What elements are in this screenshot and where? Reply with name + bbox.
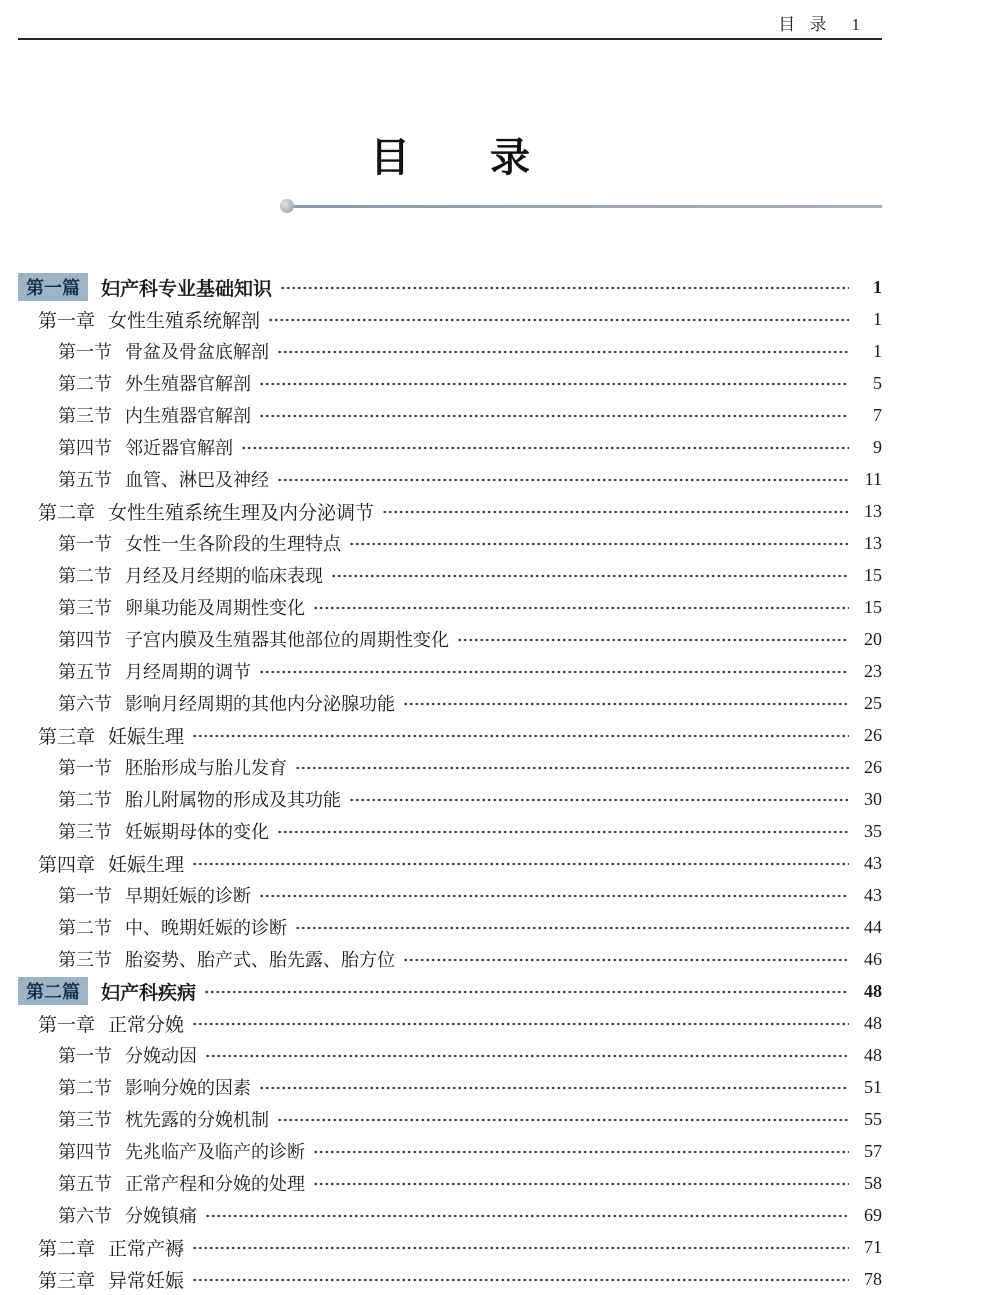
- toc-entry-label: 第二节: [58, 566, 112, 586]
- toc-entry-dot-leader: [259, 367, 849, 399]
- toc-entry: [18, 527, 882, 559]
- toc-entry-dot-leader: [192, 1007, 849, 1039]
- toc-entry-title: 胎姿势、胎产式、胎先露、胎方位: [125, 950, 395, 970]
- toc-entry-label: 第三章: [38, 1270, 96, 1292]
- toc-entry-page-number: 7: [873, 404, 882, 425]
- toc-entry: [18, 1071, 882, 1103]
- toc-entry-page-number: 43: [864, 884, 882, 905]
- toc-entry-page-number: 11: [864, 468, 882, 489]
- toc-entry-page-number: 1: [873, 276, 882, 297]
- toc-entry: [18, 655, 882, 687]
- toc-entry: [18, 1199, 882, 1231]
- toc-entry-page-number: 43: [864, 852, 882, 873]
- toc-entry-page-number: 58: [864, 1172, 882, 1193]
- toc-entry: [18, 335, 882, 367]
- toc-entry-page-number: 51: [864, 1076, 882, 1097]
- toc-entry-dot-leader: [204, 975, 849, 1007]
- header-rule: [18, 38, 882, 40]
- toc-entry: [18, 367, 882, 399]
- toc-entry-page-number: 9: [873, 436, 882, 457]
- toc-entry-title: 月经及月经期的临床表现: [125, 566, 323, 586]
- toc-entry-label: 第一节: [58, 342, 112, 362]
- toc-entry: [18, 1263, 882, 1295]
- toc-entry-page-number: 13: [864, 532, 882, 553]
- toc-entry-page-number: 1: [873, 340, 882, 361]
- toc-entry-dot-leader: [349, 527, 849, 559]
- toc-entry-title: 正常产褥: [108, 1238, 185, 1260]
- toc-entry-page-number: 48: [864, 1044, 882, 1065]
- toc-entry-label: 第一节: [58, 534, 112, 554]
- toc-entry-page-number: 25: [864, 692, 882, 713]
- toc-entry-dot-leader: [268, 303, 849, 335]
- toc-entry-page-number: 15: [864, 596, 882, 617]
- toc-entry-dot-leader: [277, 335, 849, 367]
- toc-entry-label: 第一篇: [18, 273, 88, 301]
- toc-entry-label: 第一章: [38, 1014, 96, 1036]
- toc-entry-label: 第二节: [58, 1078, 112, 1098]
- toc-entry-dot-leader: [382, 495, 849, 527]
- toc-entry-dot-leader: [349, 783, 849, 815]
- toc-entry: [18, 559, 882, 591]
- toc-entry-label: 第六节: [58, 694, 112, 714]
- toc-entry-page-number: 26: [864, 724, 882, 745]
- toc-entry-dot-leader: [403, 687, 849, 719]
- toc-entry-page-number: 30: [864, 788, 882, 809]
- toc-entry-title: 月经周期的调节: [125, 662, 251, 682]
- toc-entry-title: 正常产程和分娩的处理: [125, 1174, 305, 1194]
- toc-entry-page-number: 26: [864, 756, 882, 777]
- toc-entry-title: 妊娠期母体的变化: [125, 822, 269, 842]
- toc-entry-title: 血管、淋巴及神经: [125, 470, 269, 490]
- toc-entry: [18, 623, 882, 655]
- toc-entry: [18, 879, 882, 911]
- toc-entry: [18, 1231, 882, 1263]
- toc-entry: [18, 911, 882, 943]
- toc-entry-title: 子宫内膜及生殖器其他部位的周期性变化: [125, 630, 449, 650]
- running-header-page-number: 1: [851, 15, 860, 34]
- toc-entry-title: 异常妊娠: [108, 1270, 185, 1292]
- toc-entry-title: 分娩镇痛: [125, 1206, 197, 1226]
- toc-entry-label: 第四节: [58, 1142, 112, 1162]
- toc-entry-dot-leader: [205, 1039, 849, 1071]
- toc-entry-page-number: 71: [864, 1236, 882, 1257]
- toc-entry-page-number: 5: [873, 372, 882, 393]
- toc-entry-dot-leader: [403, 943, 849, 975]
- toc-entry-title: 妇产科专业基础知识: [101, 278, 273, 300]
- toc-entry: [18, 591, 882, 623]
- toc-entry-label: 第三节: [58, 950, 112, 970]
- toc-entry-page-number: 57: [864, 1140, 882, 1161]
- toc-entry-page-number: 1: [873, 308, 882, 329]
- toc-entry-title: 女性生殖系统解剖: [108, 310, 261, 332]
- toc-entry-title: 早期妊娠的诊断: [125, 886, 251, 906]
- toc-entry: [18, 1135, 882, 1167]
- divider-line: [294, 205, 882, 208]
- toc-entry-dot-leader: [259, 655, 849, 687]
- toc-entry-dot-leader: [277, 1103, 849, 1135]
- toc-entry-title: 妊娠生理: [108, 726, 185, 748]
- toc-entry-title: 先兆临产及临产的诊断: [125, 1142, 305, 1162]
- toc-entry-dot-leader: [192, 1231, 849, 1263]
- toc-entry-label: 第五节: [58, 1174, 112, 1194]
- toc-entry-label: 第一章: [38, 310, 96, 332]
- toc-entry: [18, 975, 882, 1007]
- toc-entry-label: 第一节: [58, 886, 112, 906]
- toc-entry-title: 分娩动因: [125, 1046, 197, 1066]
- toc-entry-dot-leader: [259, 1071, 849, 1103]
- toc-entry: [18, 943, 882, 975]
- toc-entry-title: 正常分娩: [108, 1014, 185, 1036]
- toc-entry-page-number: 15: [864, 564, 882, 585]
- toc-entry: [18, 1103, 882, 1135]
- toc-entry-dot-leader: [192, 847, 849, 879]
- toc-entry-label: 第三节: [58, 822, 112, 842]
- toc-entry-dot-leader: [313, 591, 849, 623]
- toc-entry-label: 第二章: [38, 502, 96, 524]
- toc-entry-page-number: 46: [864, 948, 882, 969]
- toc-entry-label: 第四节: [58, 438, 112, 458]
- toc-entry: [18, 399, 882, 431]
- toc-entry-title: 女性生殖系统生理及内分泌调节: [108, 502, 375, 524]
- toc-entry-label: 第二节: [58, 918, 112, 938]
- toc-entry: [18, 751, 882, 783]
- toc-entry-label: 第二章: [38, 1238, 96, 1260]
- toc-entry-title: 妊娠生理: [108, 854, 185, 876]
- toc-entry-page-number: 13: [864, 500, 882, 521]
- toc-entry-label: 第四章: [38, 854, 96, 876]
- toc-entry-label: 第一节: [58, 758, 112, 778]
- toc-entry-label: 第一节: [58, 1046, 112, 1066]
- toc-entry: [18, 271, 882, 303]
- toc-entry-label: 第五节: [58, 470, 112, 490]
- toc-entry-label: 第二节: [58, 790, 112, 810]
- toc-entry-page-number: 48: [864, 1012, 882, 1033]
- toc-entry-label: 第二篇: [18, 977, 88, 1005]
- toc-entry: [18, 1167, 882, 1199]
- toc-entry-title: 骨盆及骨盆底解剖: [125, 342, 269, 362]
- toc-page: [18, 0, 882, 1295]
- toc-entry-label: 第三节: [58, 1110, 112, 1130]
- toc-entry: [18, 495, 882, 527]
- toc-entry-dot-leader: [295, 751, 849, 783]
- toc-entry-page-number: 69: [864, 1204, 882, 1225]
- toc-entry: [18, 719, 882, 751]
- toc-entry-label: 第三章: [38, 726, 96, 748]
- toc-entry-title: 中、晚期妊娠的诊断: [125, 918, 287, 938]
- toc-entry-dot-leader: [259, 399, 849, 431]
- toc-entry-page-number: 44: [864, 916, 882, 937]
- toc-entry-page-number: 48: [864, 980, 882, 1001]
- toc-entry-page-number: 20: [864, 628, 882, 649]
- toc-entry-title: 卵巢功能及周期性变化: [125, 598, 305, 618]
- toc-entry-title: 外生殖器官解剖: [125, 374, 251, 394]
- toc-entry-label: 第五节: [58, 662, 112, 682]
- divider-bead-icon: [280, 199, 294, 213]
- toc-entry-dot-leader: [457, 623, 849, 655]
- toc-entry-page-number: 35: [864, 820, 882, 841]
- toc-entry-label: 第二节: [58, 374, 112, 394]
- toc-entry-dot-leader: [331, 559, 849, 591]
- toc-entry-dot-leader: [280, 271, 849, 303]
- toc-entry-title: 影响分娩的因素: [125, 1078, 251, 1098]
- toc-entry: [18, 687, 882, 719]
- toc-entry-dot-leader: [313, 1167, 849, 1199]
- title-divider: [280, 199, 882, 213]
- toc-entry-dot-leader: [295, 911, 849, 943]
- page-title: 目 录: [370, 135, 530, 180]
- toc-entry-dot-leader: [277, 463, 849, 495]
- toc-entry: [18, 431, 882, 463]
- toc-entry-dot-leader: [205, 1199, 849, 1231]
- toc-entry-title: 胚胎形成与胎儿发育: [125, 758, 287, 778]
- toc-entry-title: 胎儿附属物的形成及其功能: [125, 790, 341, 810]
- toc-entry-dot-leader: [313, 1135, 849, 1167]
- toc-entry-title: 女性一生各阶段的生理特点: [125, 534, 341, 554]
- toc-entry-title: 内生殖器官解剖: [125, 406, 251, 426]
- toc-entry-dot-leader: [192, 719, 849, 751]
- toc-entry: [18, 847, 882, 879]
- toc-entry-title: 妇产科疾病: [101, 982, 197, 1004]
- toc-entry: [18, 1039, 882, 1071]
- toc-list: [18, 271, 882, 1295]
- toc-entry-title: 影响月经周期的其他内分泌腺功能: [125, 694, 395, 714]
- toc-entry: [18, 303, 882, 335]
- toc-entry-title: 枕先露的分娩机制: [125, 1110, 269, 1130]
- toc-entry: [18, 463, 882, 495]
- toc-entry-title: 邻近器官解剖: [125, 438, 233, 458]
- toc-entry-dot-leader: [259, 879, 849, 911]
- toc-entry: [18, 815, 882, 847]
- toc-entry-label: 第六节: [58, 1206, 112, 1226]
- running-header: [18, 0, 882, 35]
- toc-entry-label: 第三节: [58, 598, 112, 618]
- toc-entry-label: 第四节: [58, 630, 112, 650]
- toc-entry: [18, 1007, 882, 1039]
- toc-entry-dot-leader: [241, 431, 849, 463]
- toc-entry-dot-leader: [277, 815, 849, 847]
- toc-entry-dot-leader: [192, 1263, 849, 1295]
- toc-entry-page-number: 78: [864, 1268, 882, 1289]
- running-header-title: 目 录: [778, 15, 832, 34]
- toc-entry-page-number: 23: [864, 660, 882, 681]
- toc-entry: [18, 783, 882, 815]
- toc-entry-page-number: 55: [864, 1108, 882, 1129]
- toc-entry-label: 第三节: [58, 406, 112, 426]
